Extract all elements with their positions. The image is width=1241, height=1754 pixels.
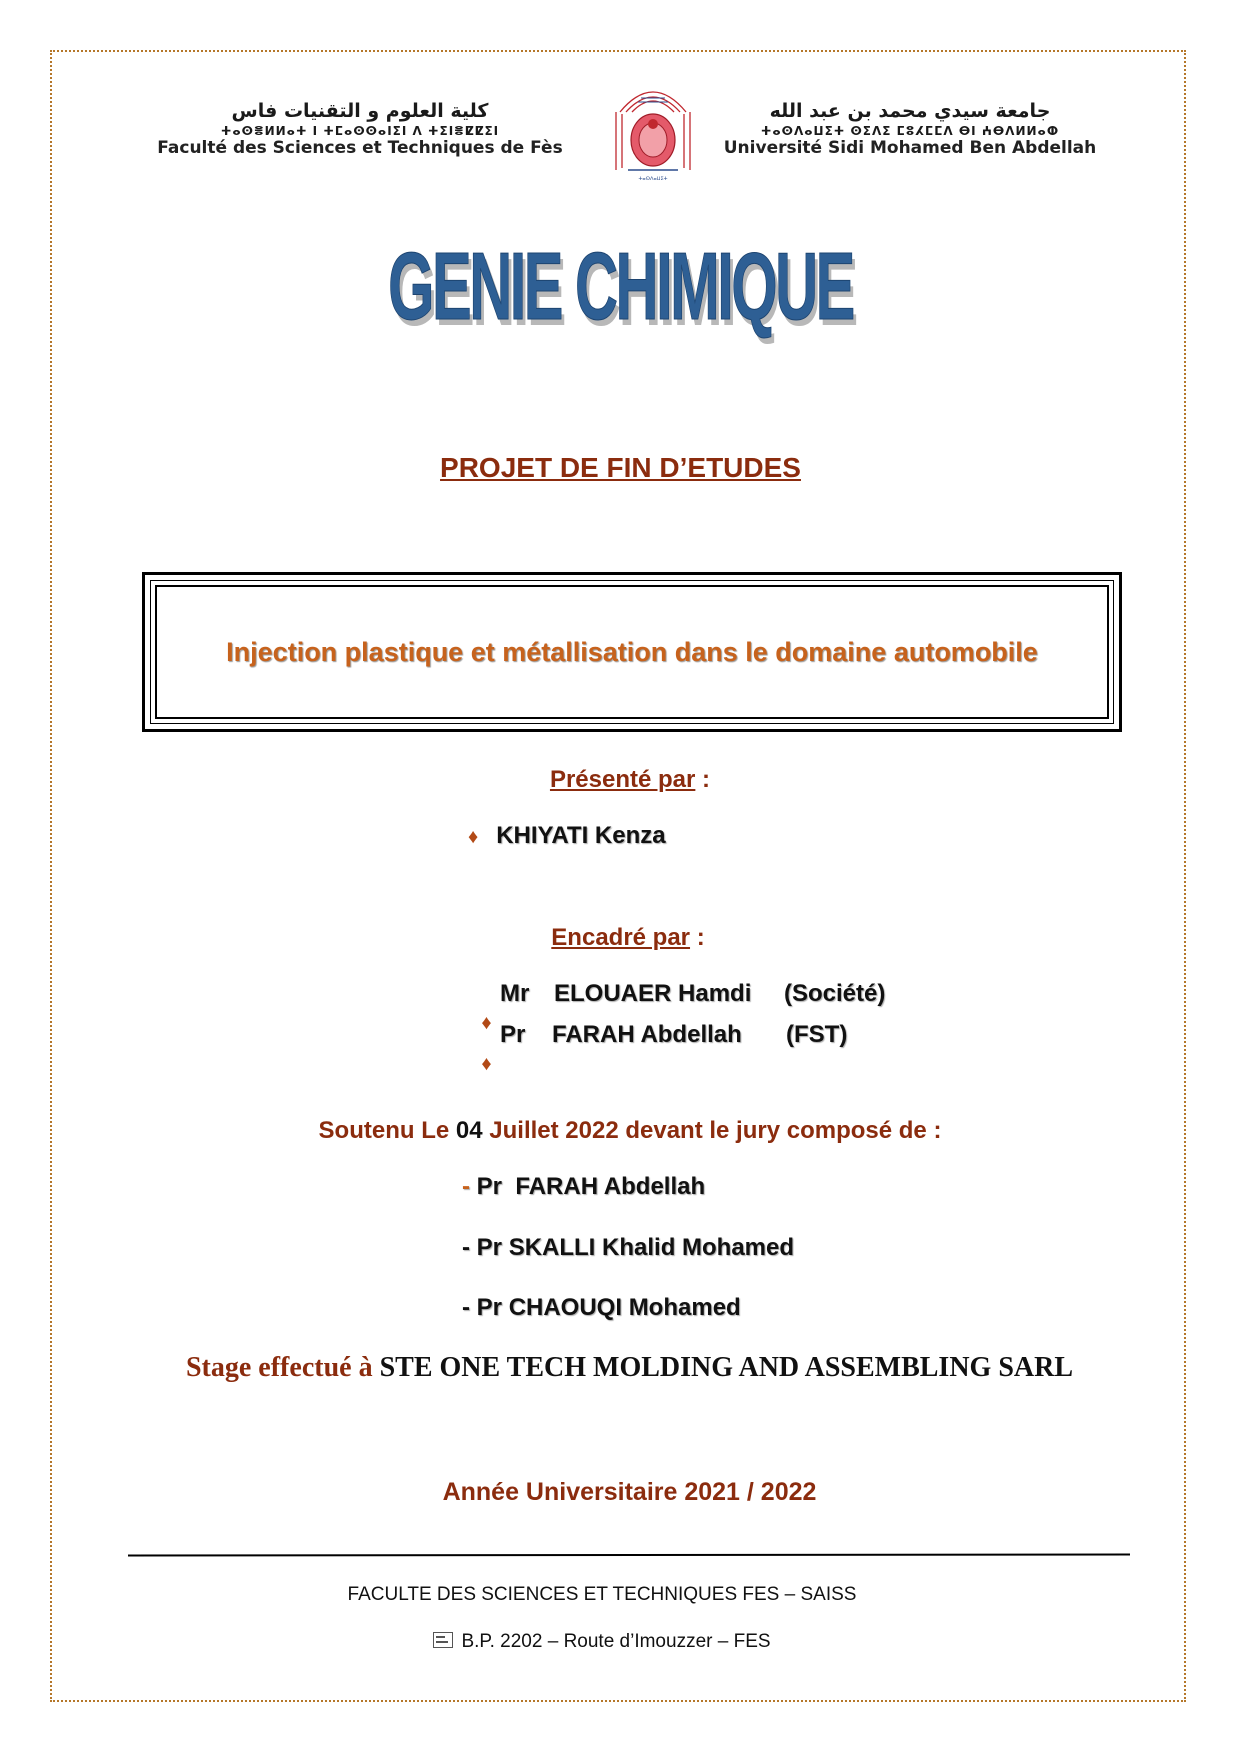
defense-statement <box>0 1117 1241 1145</box>
internship-statement <box>0 1352 1241 1384</box>
subject-box <box>142 572 1122 732</box>
usmba-emblem-icon <box>608 72 698 188</box>
presented-by-colon: : <box>695 766 711 793</box>
supervisor-name: ELOUAER Hamdi <box>554 980 752 1007</box>
supervised-by-colon: : <box>690 924 705 951</box>
jury-member <box>462 1173 705 1201</box>
usmba-arabic-name: جامعة سيدي محمد بن عبد الله <box>769 100 1051 122</box>
diamond-bullet-icon: ♦ <box>481 1053 492 1075</box>
jury-member-name: Pr FARAH Abdellah <box>476 1173 706 1200</box>
supervisor-name: FARAH Abdellah <box>552 1021 742 1048</box>
footer-address-text: B.P. 2202 – Route d’Imouzzer – FES <box>461 1631 771 1652</box>
fst-french-name: Faculté des Sciences et Techniques de Fès <box>157 138 563 158</box>
fst-tifinagh-name: ⵜⴰⵙⴻⵍⵍⴰⵜ ⵏ ⵜⵎⴰⵙⵙⴰⵏⵉⵏ ⴷ ⵜⵉⵏⴻⵇⵇⵉⵏ <box>220 124 500 138</box>
fst-arabic-name: كلية العلوم و التقنيات فاس <box>231 100 489 122</box>
supervised-by-label: Encadré par <box>551 924 691 951</box>
jury-member-name: Pr CHAOUQI Mohamed <box>476 1294 741 1321</box>
project-type-heading: PROJET DE FIN D’ETUDES <box>440 452 801 483</box>
defense-day: 04 <box>455 1117 483 1144</box>
defense-suffix: Juillet 2022 devant le jury composé de : <box>489 1117 942 1144</box>
student-name: KHIYATI Kenza <box>496 822 666 849</box>
usmba-french-name: Université Sidi Mohamed Ben Abdellah <box>723 138 1097 158</box>
student-entry <box>468 822 666 850</box>
footer-institution: FACULTE DES SCIENCES ET TECHNIQUES FES – SAISS <box>347 1584 857 1605</box>
defense-prefix: Soutenu Le <box>318 1117 450 1144</box>
usmba-header <box>720 100 1100 158</box>
jury-member <box>462 1294 741 1322</box>
fst-header <box>140 100 580 158</box>
jury-dash: - <box>462 1234 470 1261</box>
mailbox-icon <box>433 1632 453 1648</box>
usmba-tifinagh-name: ⵜⴰⵙⴷⴰⵡⵉⵜ ⵙⵉⴷⵉ ⵎⵓⵃⵎⵎⴷ ⴱⵏ ⵄⴱⴷⵍⵍⴰⵀ <box>760 124 1060 138</box>
internship-company: STE ONE TECH MOLDING AND ASSEMBLING SARL <box>379 1352 1074 1383</box>
svg-text:ⵜⴰⵙⴷⴰⵡⵉⵜ: ⵜⴰⵙⴷⴰⵡⵉⵜ <box>638 176 668 182</box>
jury-dash: - <box>462 1294 470 1321</box>
supervisor-title: Pr <box>500 1021 526 1048</box>
jury-member <box>462 1234 794 1262</box>
presented-by-label: Présenté par <box>549 766 696 793</box>
supervised-by-heading <box>0 924 1241 952</box>
diamond-bullet-icon: ♦ <box>468 826 479 848</box>
supervisor-affiliation: (Société) <box>784 980 886 1007</box>
footer-address <box>0 1631 1204 1653</box>
document-title: GENIE CHIMIQUE <box>388 233 853 340</box>
supervisor-title: Mr <box>500 980 530 1007</box>
project-subject: Injection plastique et métallisation dans le domaine automobile <box>226 636 1038 667</box>
jury-member-name: Pr SKALLI Khalid Mohamed <box>476 1234 795 1261</box>
jury-dash: - <box>462 1173 470 1200</box>
internship-prefix: Stage effectué à <box>185 1352 373 1383</box>
academic-year: Année Universitaire 2021 / 2022 <box>442 1478 817 1506</box>
supervisor-affiliation: (FST) <box>786 1021 848 1048</box>
presented-by-heading <box>0 766 1241 794</box>
diamond-bullet-icon: ♦ <box>481 1012 492 1034</box>
